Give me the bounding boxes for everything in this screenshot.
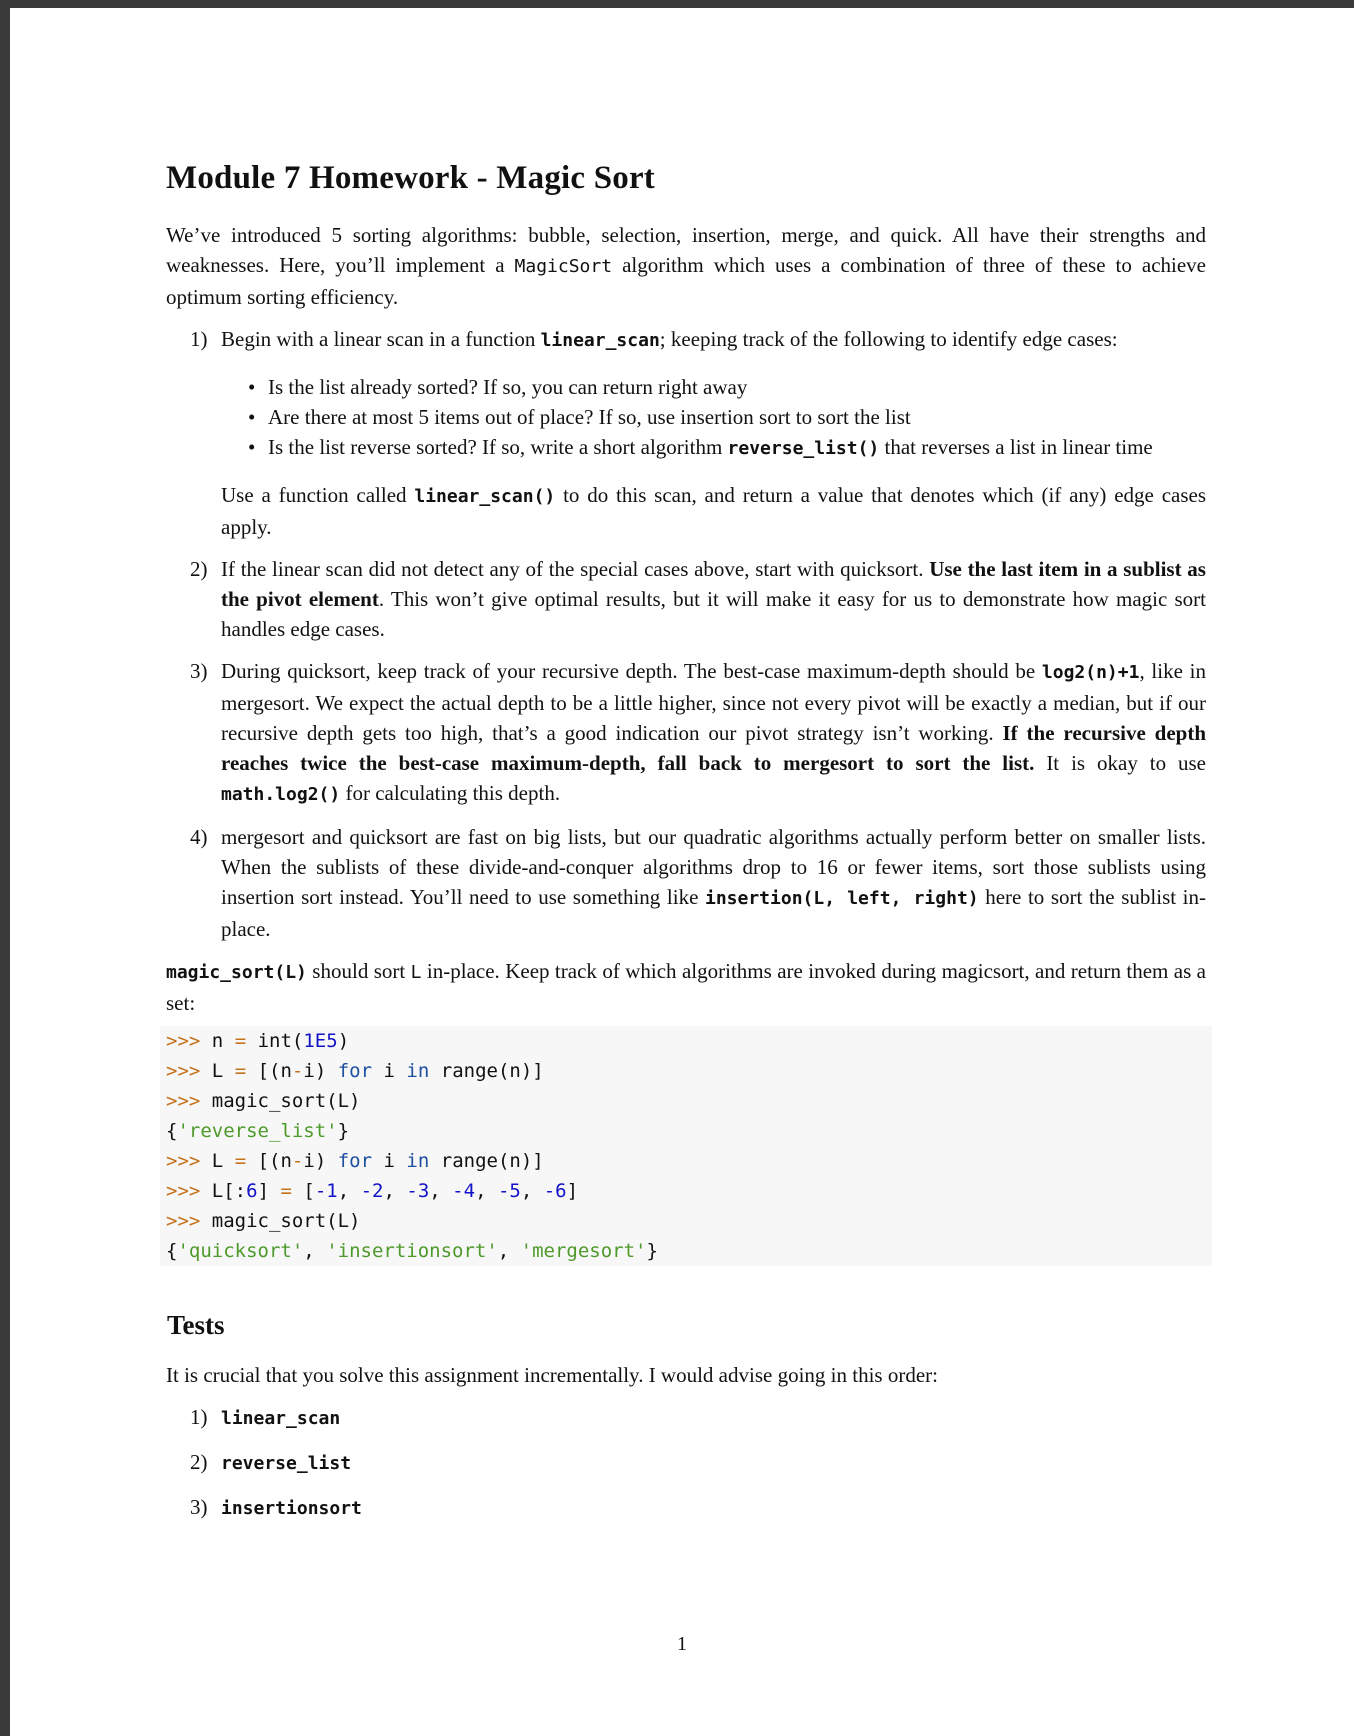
step-1: 1) Begin with a linear scan in a function linear_scan; keeping track of the following to identify edge cases: • Is the list already sorted? If so, you can return right away • Are there at most 5 items out of place? If so, use insertion sort to sort the list • Is the list reverse sorted? If so, write a short algorithm reverse_list() that reverses a list in linear time Use a function called linear_scan() to do this scan, and return a value that denotes which (if any) edge cases apply. — [166, 324, 1206, 542]
list-item: 1) linear_scan — [190, 1405, 341, 1429]
list-item: • Is the list reverse sorted? If so, write a short algorithm reverse_list() that reverses a list in linear time — [248, 435, 1153, 459]
step-2: 2) If the linear scan did not detect any of the special cases above, start with quicksort. Use the last item in a sublist as the pivot element. This won’t give optimal results, but it will make it easy for us to demonstrate how magic sort handles edge cases. — [190, 557, 1206, 641]
steps-list — [166, 324, 1206, 944]
page-content — [166, 158, 1206, 1537]
magic-sort-paragraph: magic_sort(L) should sort L in-place. Keep track of which algorithms are invoked during magicsort, and return them as a set: — [166, 959, 1206, 1015]
list-item: • Are there at most 5 items out of place? If so, use insertion sort to sort the list — [248, 405, 911, 429]
code-block: >>> n = int(1E5) >>> L = [(n-i) for i in range(n)] >>> magic_sort(L) {'reverse_list'} >>> L = [(n-i) for i in range(n)] >>> L[:6] = [-1, -2, -3, -4, -5, -6] >>> magic_sort(L) {'quicksort', 'insertionsort', 'mergesort'} — [160, 1026, 1212, 1266]
tests-paragraph: It is crucial that you solve this assignment incrementally. I would advise going in this order: — [166, 1363, 938, 1387]
list-item: 3) insertionsort — [190, 1495, 362, 1519]
step-4: 4) mergesort and quicksort are fast on big lists, but our quadratic algorithms actually perform better on smaller lists. When the sublists of these divide-and-conquer algorithms drop to 16 or fewer items, sort those sublists using insertion sort instead. You’ll need to use something like insertion(L, left, right) here to sort the sublist in-place. — [190, 825, 1206, 941]
page-title: Module 7 Homework - Magic Sort — [166, 160, 655, 196]
intro-paragraph: We’ve introduced 5 sorting algorithms: bubble, selection, insertion, merge, and quick. All have their strengths and weaknesses. Here, you’ll implement a MagicSort algorithm which uses a combination of three of these to achieve optimum sorting efficiency. — [166, 223, 1206, 309]
document-page — [10, 8, 1354, 1736]
tests-heading: Tests — [167, 1310, 225, 1340]
list-item: 2) reverse_list — [190, 1450, 352, 1474]
edge-case-list — [221, 372, 1206, 464]
step-3: 3) During quicksort, keep track of your recursive depth. The best-case maximum-depth should be log2(n)+1, like in mergesort. We expect the actual depth to be a little higher, since not every pivot will be exactly a median, but if our recursive depth gets too high, that’s a good indication our pivot strategy isn’t working. If the recursive depth reaches twice the best-case maximum-depth, fall back to mergesort to sort the list. It is okay to use math.log2() for calculating this depth. — [190, 659, 1207, 805]
page-number: 1 — [677, 1633, 687, 1655]
step-1-note: Use a function called linear_scan() to do this scan, and return a value that denotes which (if any) edge cases apply. — [221, 483, 1207, 539]
test-order-list — [166, 1402, 1206, 1524]
list-item: • Is the list already sorted? If so, you can return right away — [248, 375, 748, 399]
